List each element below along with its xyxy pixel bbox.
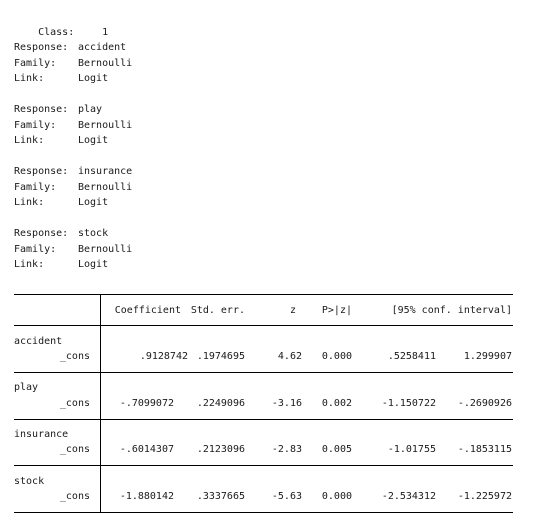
family-label: Family: (14, 243, 57, 255)
equation-label: stock (14, 476, 45, 487)
response-line (14, 40, 314, 56)
response-block-accident (14, 40, 314, 87)
response-line (14, 164, 314, 180)
response-block-play (14, 102, 314, 149)
term-label: _cons (59, 444, 90, 455)
ci-low-cell: -1.150722 (381, 398, 436, 409)
link-line (14, 71, 314, 87)
response-line (14, 226, 314, 242)
se-cell: .2123096 (196, 444, 245, 455)
link-label: Link: (14, 259, 45, 271)
link-label: Link: (14, 135, 45, 147)
z-cell: 4.62 (277, 351, 302, 362)
se-cell: .1974695 (196, 351, 245, 362)
response-value: stock (78, 228, 109, 239)
ci-high-cell: -.1853115 (457, 444, 512, 455)
table-header-rule (14, 325, 513, 326)
response-value: insurance (78, 166, 133, 177)
family-line (14, 242, 314, 258)
link-value: Logit (78, 259, 109, 271)
header-p-value: P>|z| (321, 305, 352, 316)
family-value: Bernoulli (78, 181, 133, 193)
response-line (14, 102, 314, 118)
z-cell: -2.83 (271, 444, 302, 455)
coef-cell: .9128742 (139, 351, 188, 362)
link-value: Logit (78, 73, 109, 85)
ci-high-cell: 1.299907 (463, 351, 512, 362)
response-label: Response: (14, 42, 69, 53)
row-rule (14, 419, 513, 420)
z-cell: -3.16 (271, 398, 302, 409)
se-cell: .3337665 (196, 491, 245, 502)
coef-cell: -1.880142 (119, 491, 174, 502)
family-value: Bernoulli (78, 119, 133, 131)
link-value: Logit (78, 135, 109, 147)
class-block (14, 9, 314, 38)
header-std-err: Std. err. (190, 305, 245, 316)
link-value: Logit (78, 197, 109, 209)
term-label: _cons (59, 491, 90, 502)
class-value: 1 (102, 26, 109, 38)
class-label: Class: (38, 26, 75, 38)
ci-high-cell: -1.225972 (457, 491, 512, 502)
ci-high-cell: -.2690926 (457, 398, 512, 409)
family-label: Family: (14, 119, 57, 131)
link-label: Link: (14, 197, 45, 209)
table-top-rule (14, 294, 513, 295)
header-z: z (289, 305, 296, 316)
p-cell: 0.000 (321, 351, 352, 362)
header-conf-interval: [95% conf. interval] (391, 305, 512, 316)
class-line (14, 9, 314, 38)
row-rule (14, 372, 513, 373)
term-label: _cons (59, 351, 90, 362)
p-cell: 0.000 (321, 491, 352, 502)
row-rule (14, 465, 513, 466)
link-line (14, 195, 314, 211)
response-block-stock (14, 226, 314, 273)
response-label: Response: (14, 166, 69, 177)
response-block-insurance (14, 164, 314, 211)
equation-label: play (14, 382, 39, 393)
response-label: Response: (14, 228, 69, 239)
family-value: Bernoulli (78, 243, 133, 255)
equation-label: insurance (14, 429, 69, 440)
family-line (14, 56, 314, 72)
table-stub-divider (100, 294, 101, 512)
family-label: Family: (14, 57, 57, 69)
p-cell: 0.005 (321, 444, 352, 455)
header-coefficient: Coefficient (114, 305, 181, 316)
ci-low-cell: -2.534312 (381, 491, 436, 502)
family-line (14, 118, 314, 134)
response-value: accident (78, 42, 127, 53)
equation-label: accident (14, 336, 63, 347)
coef-cell: -.6014307 (119, 444, 174, 455)
se-cell: .2249096 (196, 398, 245, 409)
family-value: Bernoulli (78, 57, 133, 69)
table-bottom-rule (14, 512, 513, 513)
term-label: _cons (59, 398, 90, 409)
ci-low-cell: -1.01755 (387, 444, 436, 455)
link-label: Link: (14, 73, 45, 85)
z-cell: -5.63 (271, 491, 302, 502)
p-cell: 0.002 (321, 398, 352, 409)
response-value: play (78, 104, 103, 115)
coef-cell: -.7099072 (119, 398, 174, 409)
link-line (14, 257, 314, 273)
link-line (14, 133, 314, 149)
family-label: Family: (14, 181, 57, 193)
ci-low-cell: .5258411 (387, 351, 436, 362)
response-label: Response: (14, 104, 69, 115)
family-line (14, 180, 314, 196)
